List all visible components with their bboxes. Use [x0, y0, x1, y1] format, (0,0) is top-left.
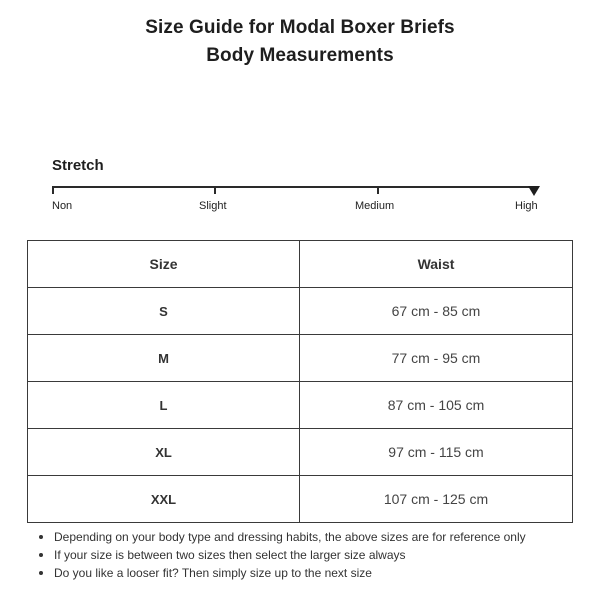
size-table — [27, 240, 573, 523]
size-cell: L — [28, 382, 300, 429]
stretch-selected-marker-icon — [528, 186, 540, 196]
bullet-icon — [39, 571, 43, 575]
note-item — [36, 546, 526, 564]
table-row — [28, 335, 573, 382]
stretch-level-slight: Slight — [199, 200, 227, 212]
table-row — [28, 288, 573, 335]
note-item — [36, 564, 526, 582]
note-item — [36, 528, 526, 546]
table-row — [28, 382, 573, 429]
header-size: Size — [28, 241, 300, 288]
stretch-level-high: High — [515, 200, 538, 212]
header-waist: Waist — [300, 241, 573, 288]
waist-cell: 77 cm - 95 cm — [300, 335, 573, 382]
page-title: Size Guide for Modal Boxer Briefs — [145, 17, 455, 38]
stretch-tick-non — [52, 186, 54, 194]
waist-cell: 67 cm - 85 cm — [300, 288, 573, 335]
size-cell: M — [28, 335, 300, 382]
size-cell: XL — [28, 429, 300, 476]
bullet-icon — [39, 553, 43, 557]
bullet-icon — [39, 535, 43, 539]
stretch-tick-medium — [377, 186, 379, 194]
note-text: Depending on your body type and dressing habits, the above sizes are for reference only — [54, 530, 526, 544]
table-row — [28, 476, 573, 523]
page-subtitle: Body Measurements — [206, 45, 394, 66]
stretch-label: Stretch — [52, 157, 104, 174]
stretch-level-medium: Medium — [355, 200, 395, 212]
size-cell: S — [28, 288, 300, 335]
note-text: Do you like a looser fit? Then simply size up to the next size — [54, 566, 372, 580]
stretch-tick-slight — [214, 186, 216, 194]
table-row — [28, 429, 573, 476]
table-header-row — [28, 241, 573, 288]
size-cell: XXL — [28, 476, 300, 523]
waist-cell: 97 cm - 115 cm — [300, 429, 573, 476]
waist-cell: 87 cm - 105 cm — [300, 382, 573, 429]
waist-cell: 107 cm - 125 cm — [300, 476, 573, 523]
note-text: If your size is between two sizes then select the larger size always — [54, 548, 406, 562]
notes-list — [36, 528, 526, 582]
stretch-level-non: Non — [52, 200, 73, 212]
stretch-scale-line — [52, 186, 536, 188]
